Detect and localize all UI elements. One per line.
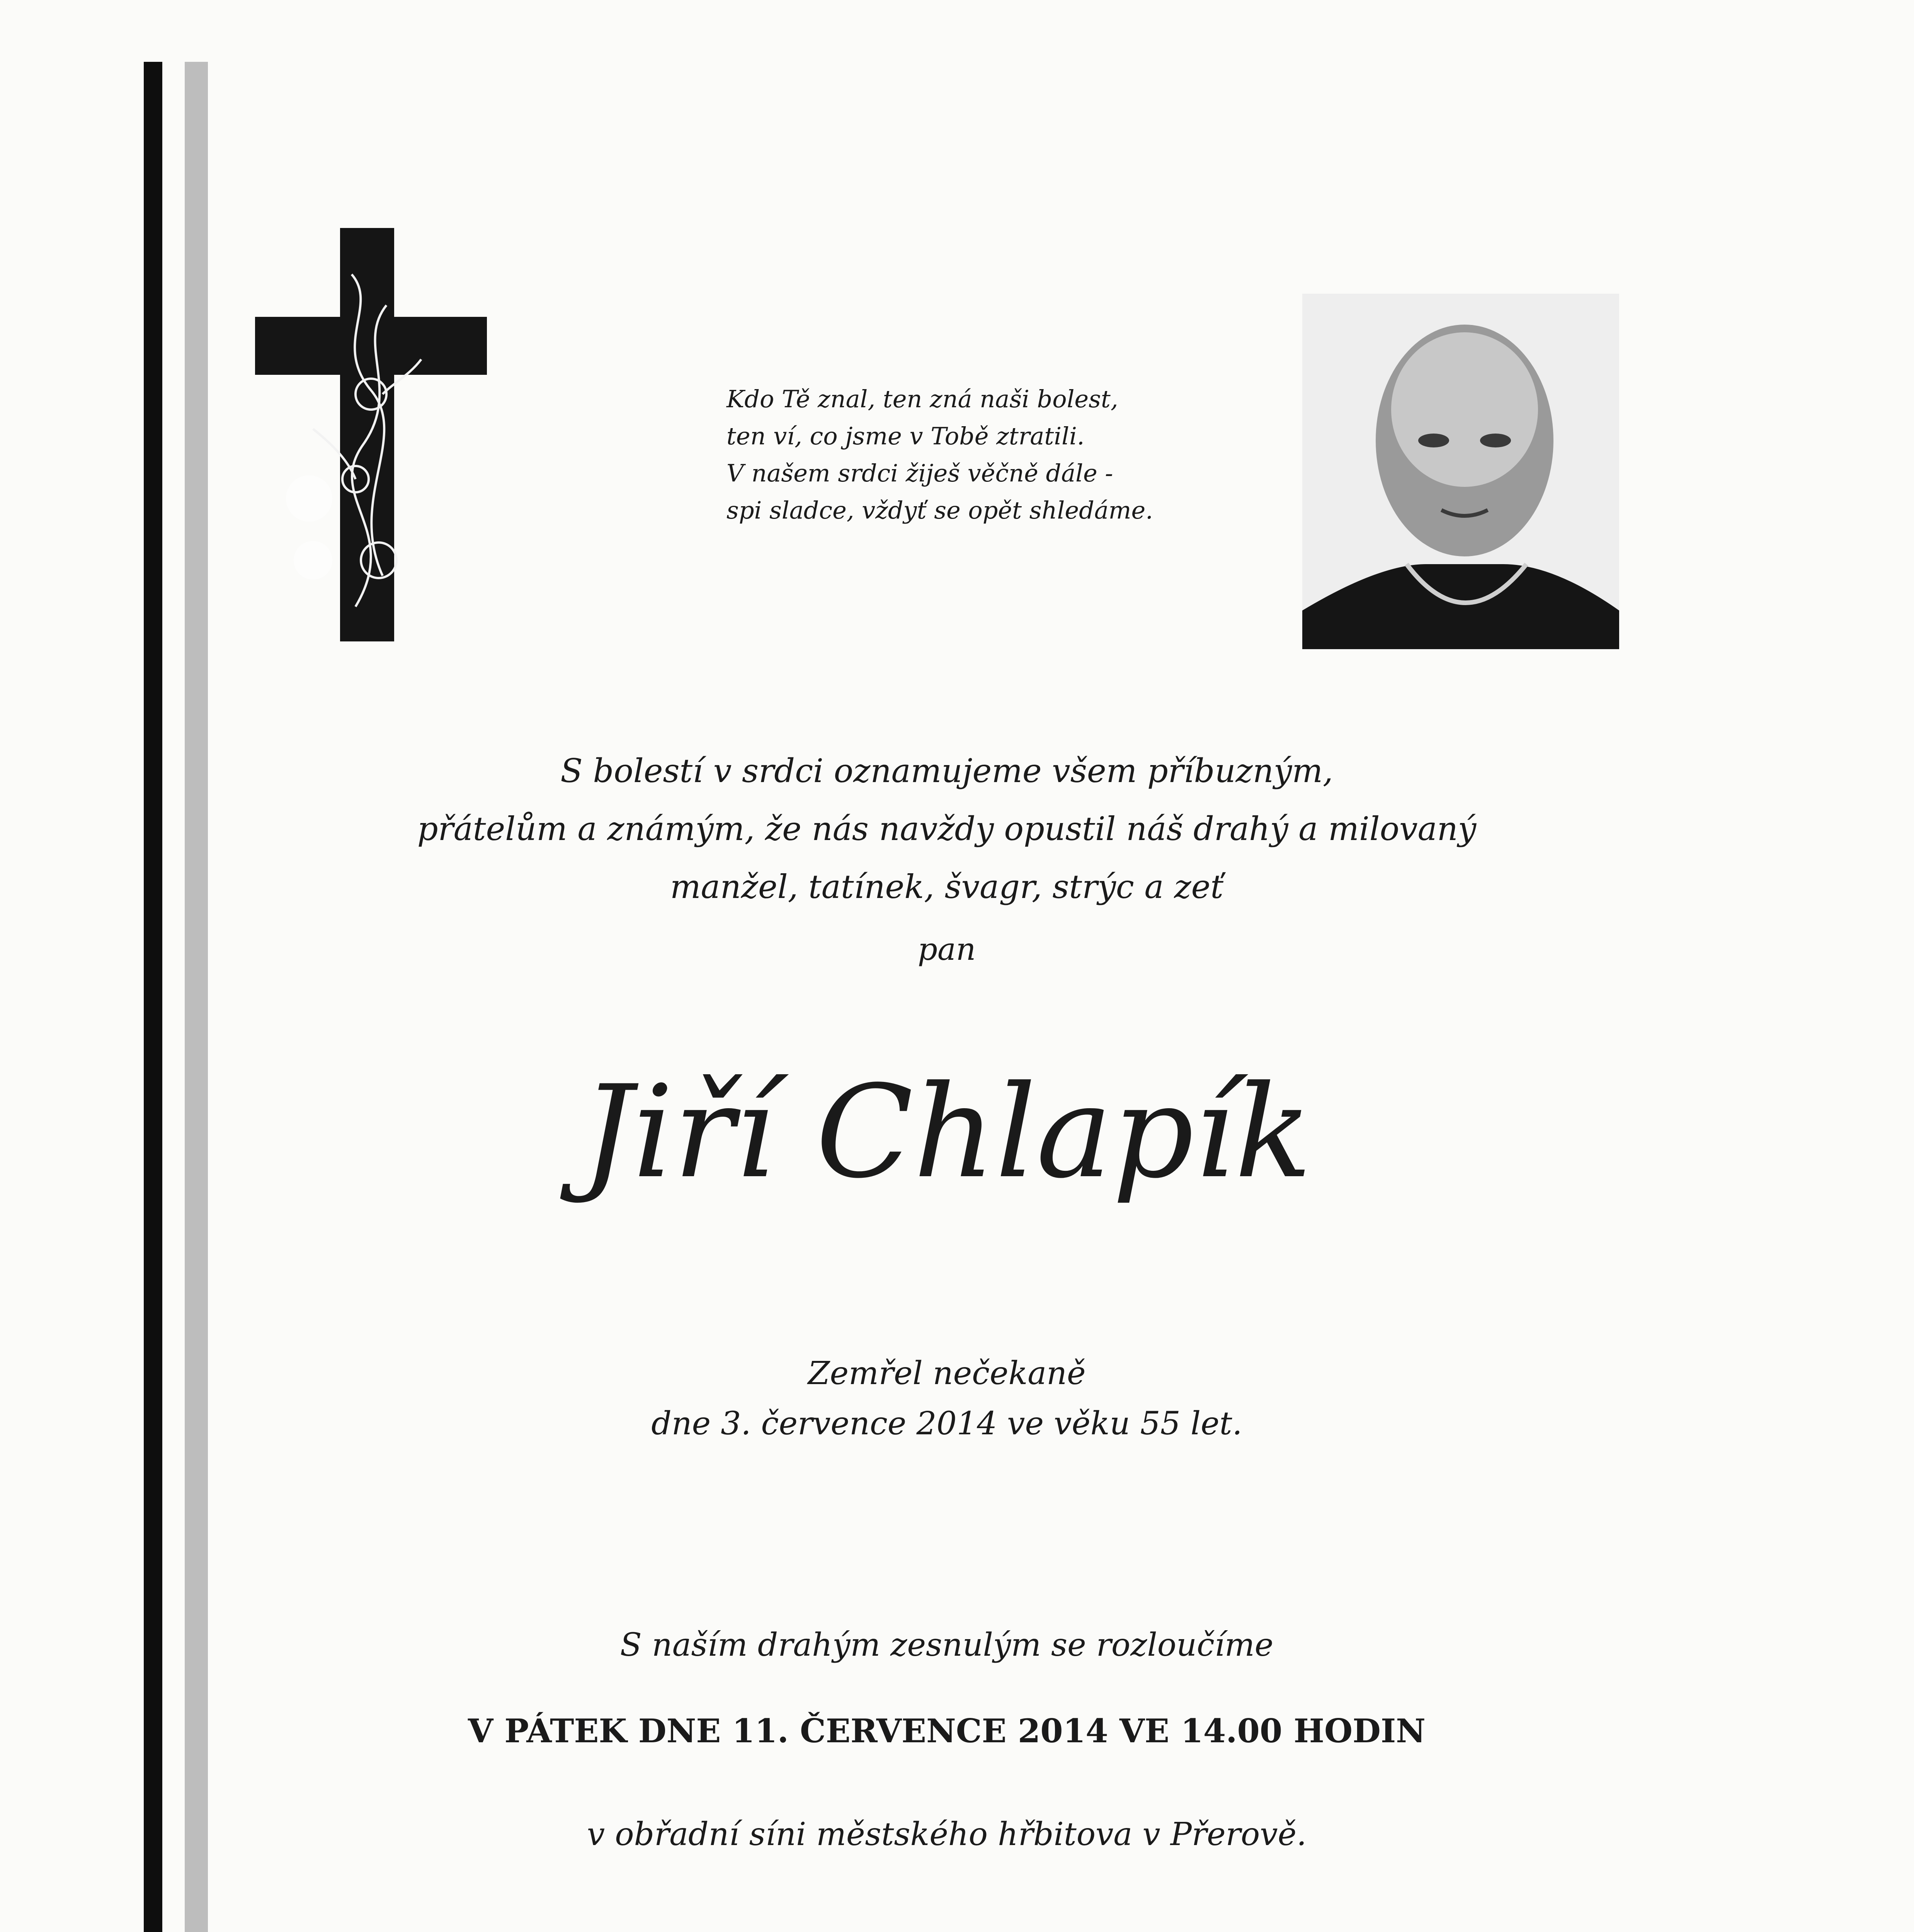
portrait-photo xyxy=(1302,294,1619,649)
ceremony-place: v obřadní síni městského hřbitova v Přerově. xyxy=(587,1816,1307,1853)
announcement-line: S bolestí v srdci oznamujeme všem příbuzným, xyxy=(560,752,1333,790)
ceremony-datetime: V PÁTEK DNE 11. ČERVENCE 2014 VE 14.00 HODIN xyxy=(468,1712,1426,1750)
quote-line: spi sladce, vždyť se opět shledáme. xyxy=(726,496,1153,524)
quote-line: Kdo Tě znal, ten zná naši bolest, xyxy=(726,385,1118,413)
quote-line: ten ví, co jsme v Tobě ztratili. xyxy=(726,422,1085,450)
border-gray-vertical xyxy=(185,62,208,1932)
farewell-text: S naším drahým zesnulým se rozloučíme xyxy=(620,1627,1274,1663)
death-line: Zemřel nečekaně xyxy=(808,1355,1086,1392)
death-info xyxy=(541,1349,1353,1449)
quote-line: V našem srdci žiješ věčně dále - xyxy=(726,459,1113,487)
title-word: pan xyxy=(917,931,976,967)
announcement-line: přátelům a známým, že nás navždy opustil náš drahý a milovaný xyxy=(417,810,1477,848)
memorial-quote xyxy=(726,381,1210,529)
border-black-vertical xyxy=(144,62,162,1932)
death-date: dne 3. července 2014 ve věku 55 let. xyxy=(651,1405,1242,1442)
announcement-text xyxy=(348,742,1546,916)
announcement-line: manžel, tatínek, švagr, strýc a zeť xyxy=(670,868,1224,906)
deceased-name: Jiří Chlapík xyxy=(581,1058,1312,1206)
cross-with-roses-icon xyxy=(255,228,487,641)
